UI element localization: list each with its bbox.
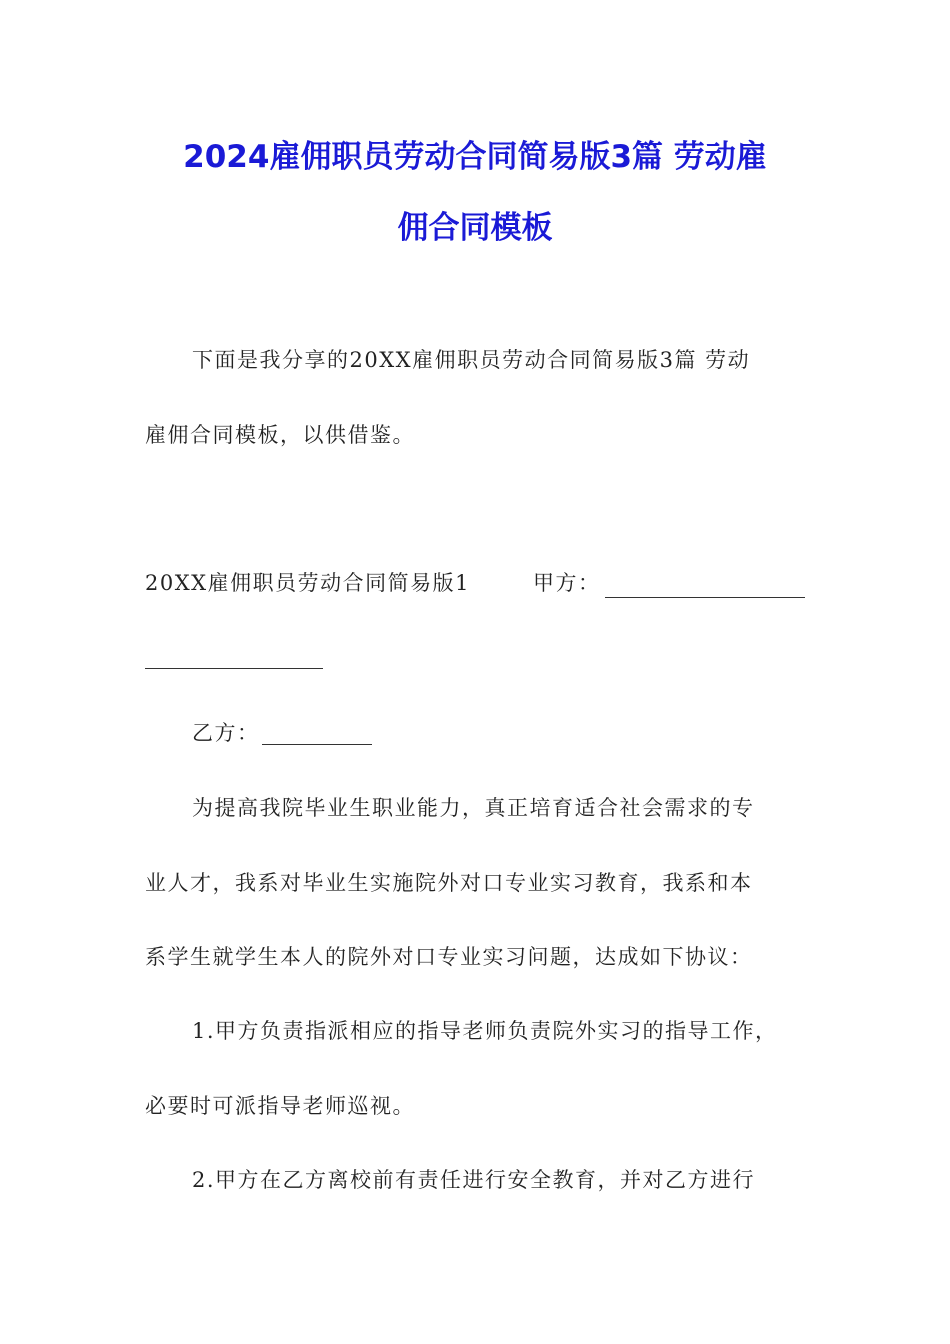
party-a-blank-line-1 xyxy=(605,596,805,598)
paragraph-2-line-1: 1.甲方负责指派相应的指导老师负责院外实习的指导工作， xyxy=(192,1019,778,1043)
paragraph-3-line-1: 2.甲方在乙方离校前有责任进行安全教育，并对乙方进行 xyxy=(192,1168,756,1192)
party-b-row xyxy=(192,718,260,748)
party-a-blank-line-2 xyxy=(145,667,323,669)
party-a-label: 甲方： xyxy=(533,571,601,595)
party-b-label: 乙方： xyxy=(192,721,260,745)
document-title-line-1: 2024雇佣职员劳动合同简易版3篇 劳动雇 xyxy=(183,139,767,175)
paragraph-1-line-1: 为提高我院毕业生职业能力，真正培育适合社会需求的专 xyxy=(192,796,755,820)
paragraph-1-line-3: 系学生就学生本人的院外对口专业实习问题，达成如下协议： xyxy=(145,945,753,969)
paragraph-2-line-2: 必要时可派指导老师巡视。 xyxy=(145,1094,415,1118)
intro-line-2: 雇佣合同模板，以供借鉴。 xyxy=(145,423,415,447)
document-title-line-2: 佣合同模板 xyxy=(397,210,553,246)
party-b-blank-line xyxy=(262,743,372,745)
contract-heading-text: 20XX雇佣职员劳动合同简易版1 xyxy=(145,571,470,595)
party-a-row xyxy=(533,568,601,598)
contract-heading xyxy=(145,568,470,598)
paragraph-1-line-2: 业人才，我系对毕业生实施院外对口专业实习教育，我系和本 xyxy=(145,871,753,895)
intro-line-1: 下面是我分享的20XX雇佣职员劳动合同简易版3篇 劳动 xyxy=(192,348,751,372)
